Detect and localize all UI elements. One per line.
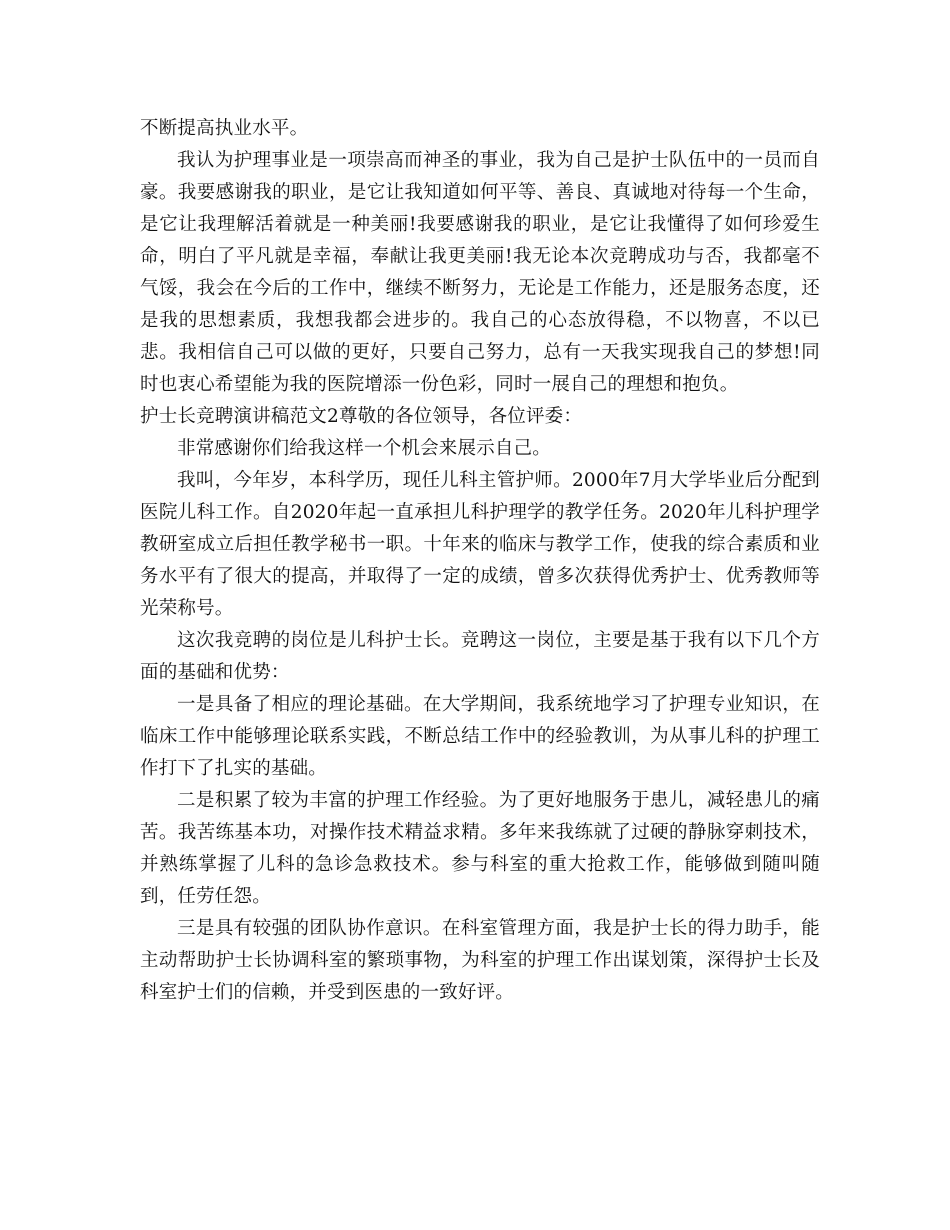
paragraph-8: 二是积累了较为丰富的护理工作经验。为了更好地服务于患儿，减轻患儿的痛苦。我苦练基本功，对操作技术精益求精。多年来我练就了过硬的静脉穿刺技术，并熟练掌握了儿科的急诊急救技术。参与科室的重大抢救工作，能够做到随叫随到，任劳任怨。 xyxy=(140,790,820,907)
paragraph-7: 一是具备了相应的理论基础。在大学期间，我系统地学习了护理专业知识，在临床工作中能够理论联系实践，不断总结工作中的经验教训，为从事儿科的护理工作打下了扎实的基础。 xyxy=(140,694,820,779)
paragraph-3-heading: 护士长竞聘演讲稿范文2尊敬的各位领导，各位评委： xyxy=(140,406,583,427)
paragraph-1: 不断提高执业水平。 xyxy=(140,118,309,139)
paragraph-4: 非常感谢你们给我这样一个机会来展示自己。 xyxy=(177,438,552,459)
paragraph-9: 三是具有较强的团队协作意识。在科室管理方面，我是护士长的得力助手，能主动帮助护士长协调科室的繁琐事物，为科室的护理工作出谋划策，深得护士长及科室护士们的信赖，并受到医患的一致好评。 xyxy=(140,918,820,1003)
paragraph-2: 我认为护理事业是一项崇高而神圣的事业，我为自己是护士队伍中的一员而自豪。我要感谢我的职业，是它让我知道如何平等、善良、真诚地对待每一个生命，是它让我理解活着就是一种美丽!我要感谢我的职业，是它让我懂得了如何珍爱生命，明白了平凡就是幸福，奉献让我更美丽!我无论本次竞聘成功与否，我都毫不气馁，我会在今后的工作中，继续不断努力，无论是工作能力，还是服务态度，还是我的思想素质，我想我都会进步的。我自己的心态放得稳，不以物喜，不以已悲。我相信自己可以做的更好，只要自己努力，总有一天我实现我自己的梦想!同时也衷心希望能为我的医院增添一份色彩，同时一展自己的理想和抱负。 xyxy=(140,150,820,395)
paragraph-5: 我叫，今年岁，本科学历，现任儿科主管护师。2000年7月大学毕业后分配到医院儿科工作。自2020年起一直承担儿科护理学的教学任务。2020年儿科护理学教研室成立后担任教学秘书一职。十年来的临床与教学工作，使我的综合素质和业务水平有了很大的提高，并取得了一定的成绩，曾多次获得优秀护士、优秀教师等光荣称号。 xyxy=(140,470,820,619)
paragraph-6: 这次我竞聘的岗位是儿科护士长。竞聘这一岗位，主要是基于我有以下几个方面的基础和优势： xyxy=(140,630,820,683)
document-body xyxy=(140,113,820,1009)
